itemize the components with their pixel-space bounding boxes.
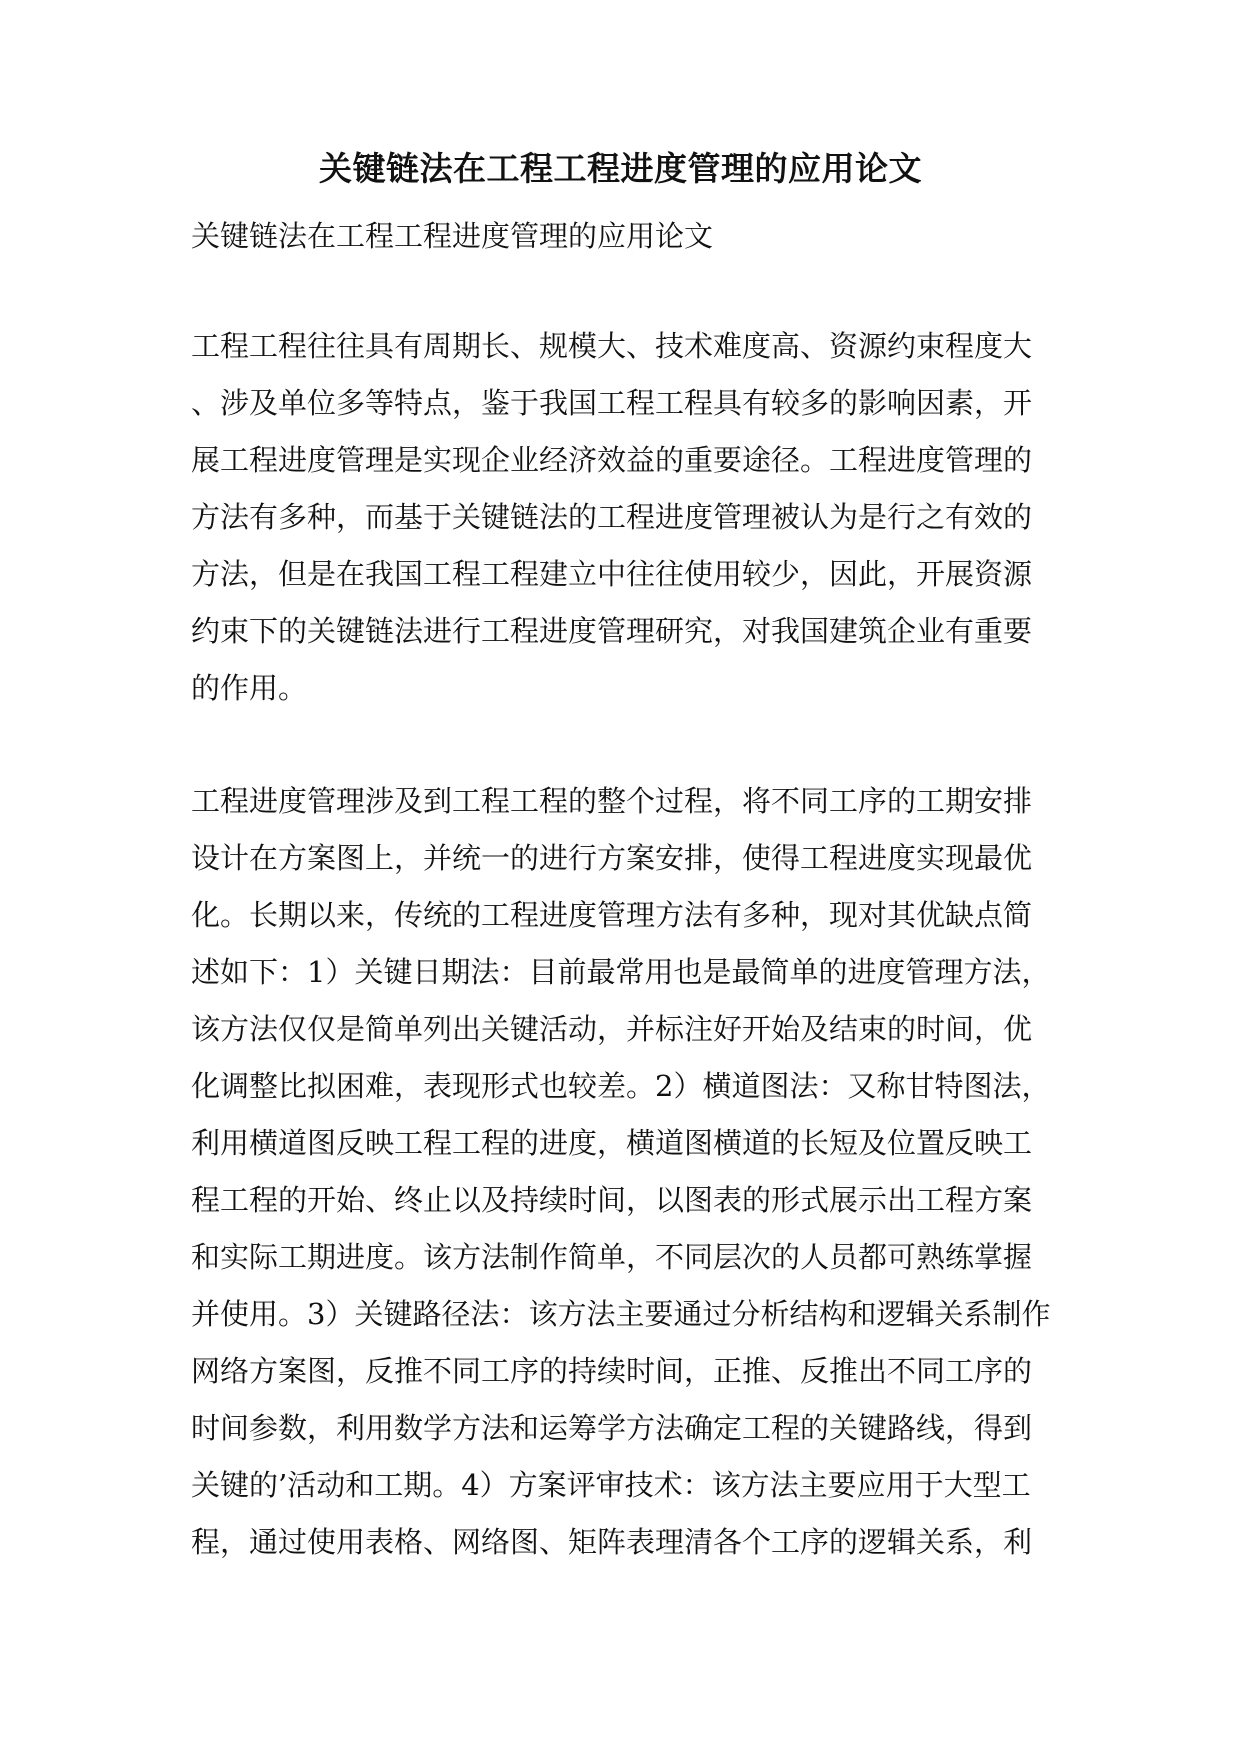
paragraph-line: 工程进度管理涉及到工程工程的整个过程，将不同工序的工期安排 [191, 784, 1033, 818]
paragraph-line: 化调整比拟困难，表现形式也较差。2）横道图法：又称甘特图法， [191, 1069, 1051, 1103]
document-title: 关键链法在工程工程进度管理的应用论文 [319, 149, 922, 188]
paragraph-line: 设计在方案图上，并统一的进行方案安排，使得工程进度实现最优 [191, 841, 1033, 875]
paragraph-line: 网络方案图，反推不同工序的持续时间，正推、反推出不同工序的 [191, 1354, 1033, 1388]
paragraph-line: 述如下：1）关键日期法：目前最常用也是最简单的进度管理方法， [191, 955, 1051, 989]
paragraph-2 [191, 773, 1071, 1571]
document-subtitle: 关键链法在工程工程进度管理的应用论文 [191, 219, 714, 253]
paragraph-line: 的作用。 [191, 671, 308, 705]
paragraph-line: 并使用。3）关键路径法：该方法主要通过分析结构和逻辑关系制作 [191, 1297, 1051, 1331]
paragraph-line: 工程工程往往具有周期长、规模大、技术难度高、资源约束程度大 [191, 329, 1033, 363]
paragraph-line: 程，通过使用表格、网络图、矩阵表理清各个工序的逻辑关系，利 [191, 1525, 1033, 1559]
paragraph-line: 方法，但是在我国工程工程建立中往往使用较少，因此，开展资源 [191, 557, 1033, 591]
paragraph-line: 方法有多种，而基于关键链法的工程进度管理被认为是行之有效的 [191, 500, 1033, 534]
paragraph-line: 程工程的开始、终止以及持续时间，以图表的形式展示出工程方案 [191, 1183, 1033, 1217]
paragraph-line: 时间参数，利用数学方法和运筹学方法确定工程的关键路线，得到 [191, 1411, 1033, 1445]
paragraph-line: 化。长期以来，传统的工程进度管理方法有多种，现对其优缺点简 [191, 898, 1033, 932]
paragraph-line: 关键的’活动和工期。4）方案评审技术：该方法主要应用于大型工 [191, 1468, 1031, 1502]
paragraph-1 [191, 318, 1071, 717]
paragraph-line: 约束下的关键链法进行工程进度管理研究，对我国建筑企业有重要 [191, 614, 1033, 648]
paragraph-line: 和实际工期进度。该方法制作简单，不同层次的人员都可熟练掌握 [191, 1240, 1033, 1274]
paragraph-line: 、涉及单位多等特点，鉴于我国工程工程具有较多的影响因素，开 [191, 386, 1033, 420]
paragraph-line: 该方法仅仅是简单列出关键活动，并标注好开始及结束的时间，优 [191, 1012, 1033, 1046]
paragraph-line: 利用横道图反映工程工程的进度，横道图横道的长短及位置反映工 [191, 1126, 1033, 1160]
paragraph-line: 展工程进度管理是实现企业经济效益的重要途径。工程进度管理的 [191, 443, 1033, 477]
